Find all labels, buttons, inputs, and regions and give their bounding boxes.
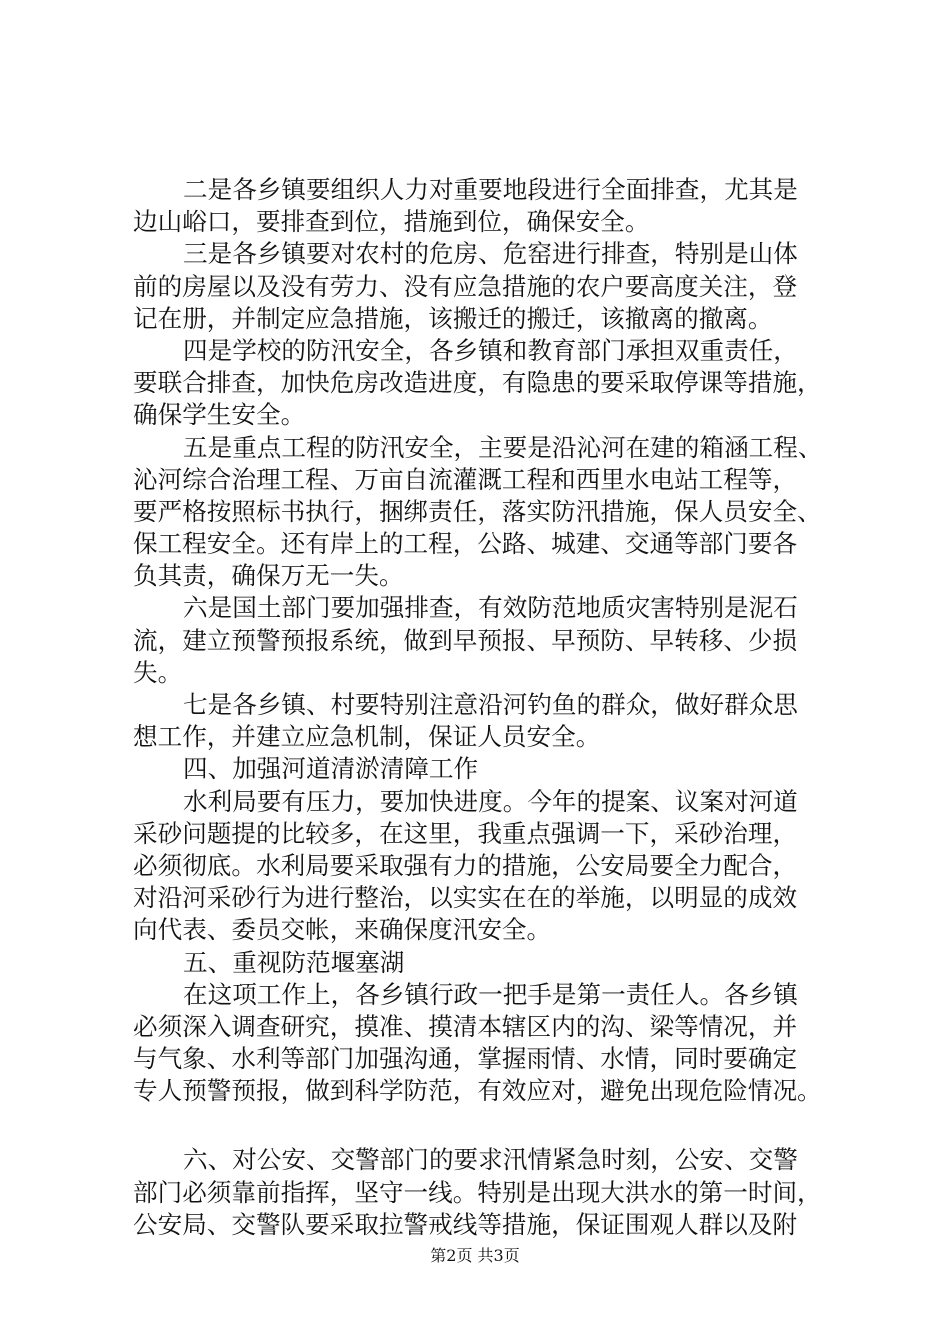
text-line: 确保学生安全。 xyxy=(133,400,306,430)
section-heading: 五、重视防范堰塞湖 xyxy=(183,947,405,977)
text-line: 必须彻底。水利局要采取强有力的措施，公安局要全力配合， xyxy=(133,850,798,880)
text-line: 想工作，并建立应急机制，保证人员安全。 xyxy=(133,722,601,752)
section-heading: 四、加强河道清淤清障工作 xyxy=(183,754,479,784)
text-line: 水利局要有压力，要加快进度。今年的提案、议案对河道 xyxy=(183,786,798,816)
text-line: 对沿河采砂行为进行整治，以实实在在的举施，以明显的成效 xyxy=(133,883,798,913)
text-line: 部门必须靠前指挥，坚守一线。特别是出现大洪水的第一时间， xyxy=(133,1177,822,1207)
page-number-footer: 第2页 共3页 xyxy=(430,1246,520,1265)
text-line: 失。 xyxy=(133,657,183,687)
text-line: 沁河综合治理工程、万亩自流灌溉工程和西里水电站工程等， xyxy=(133,464,798,494)
text-line: 专人预警预报，做到科学防范，有效应对，避免出现危险情况。 xyxy=(133,1076,822,1106)
text-line: 要联合排查，加快危房改造进度，有隐患的要采取停课等措施， xyxy=(133,368,822,398)
text-line: 边山峪口，要排查到位，措施到位，确保安全。 xyxy=(133,207,650,237)
text-line: 三是各乡镇要对农村的危房、危窑进行排查，特别是山体 xyxy=(183,239,798,269)
paragraph-gap xyxy=(133,1107,837,1144)
document-body xyxy=(133,174,837,1241)
text-line: 与气象、水利等部门加强沟通，掌握雨情、水情，同时要确定 xyxy=(133,1044,798,1074)
text-line: 保工程安全。还有岸上的工程，公路、城建、交通等部门要各 xyxy=(133,529,798,559)
text-line: 前的房屋以及没有劳力、没有应急措施的农户要高度关注，登 xyxy=(133,271,798,301)
text-line: 在这项工作上，各乡镇行政一把手是第一责任人。各乡镇 xyxy=(183,979,798,1009)
text-line: 七是各乡镇、村要特别注意沿河钓鱼的群众，做好群众思 xyxy=(183,690,798,719)
text-line: 四是学校的防汛安全，各乡镇和教育部门承担双重责任， xyxy=(183,335,798,365)
text-line: 负其责，确保万无一失。 xyxy=(133,561,404,591)
text-line: 向代表、委员交帐，来确保度汛安全。 xyxy=(133,915,552,945)
text-line: 要严格按照标书执行，捆绑责任，落实防汛措施，保人员安全、 xyxy=(133,496,822,526)
text-line: 采砂问题提的比较多，在这里，我重点强调一下，采砂治理， xyxy=(133,818,798,848)
text-line: 流，建立预警预报系统，做到早预报、早预防、早转移、少损 xyxy=(133,625,798,655)
text-line: 记在册，并制定应急措施，该搬迁的搬迁，该撤离的撤离。 xyxy=(133,303,773,333)
text-line: 必须深入调查研究，摸准、摸清本辖区内的沟、梁等情况，并 xyxy=(133,1011,798,1041)
text-line: 二是各乡镇要组织人力对重要地段进行全面排查，尤其是 xyxy=(183,175,798,204)
text-line: 五是重点工程的防汛安全，主要是沿沁河在建的箱涵工程、 xyxy=(183,432,823,462)
text-line: 六是国土部门要加强排查，有效防范地质灾害特别是泥石 xyxy=(183,593,798,623)
text-line: 六、对公安、交警部门的要求汛情紧急时刻，公安、交警 xyxy=(183,1145,798,1175)
text-line: 公安局、交警队要采取拉警戒线等措施，保证围观人群以及附 xyxy=(133,1209,798,1239)
